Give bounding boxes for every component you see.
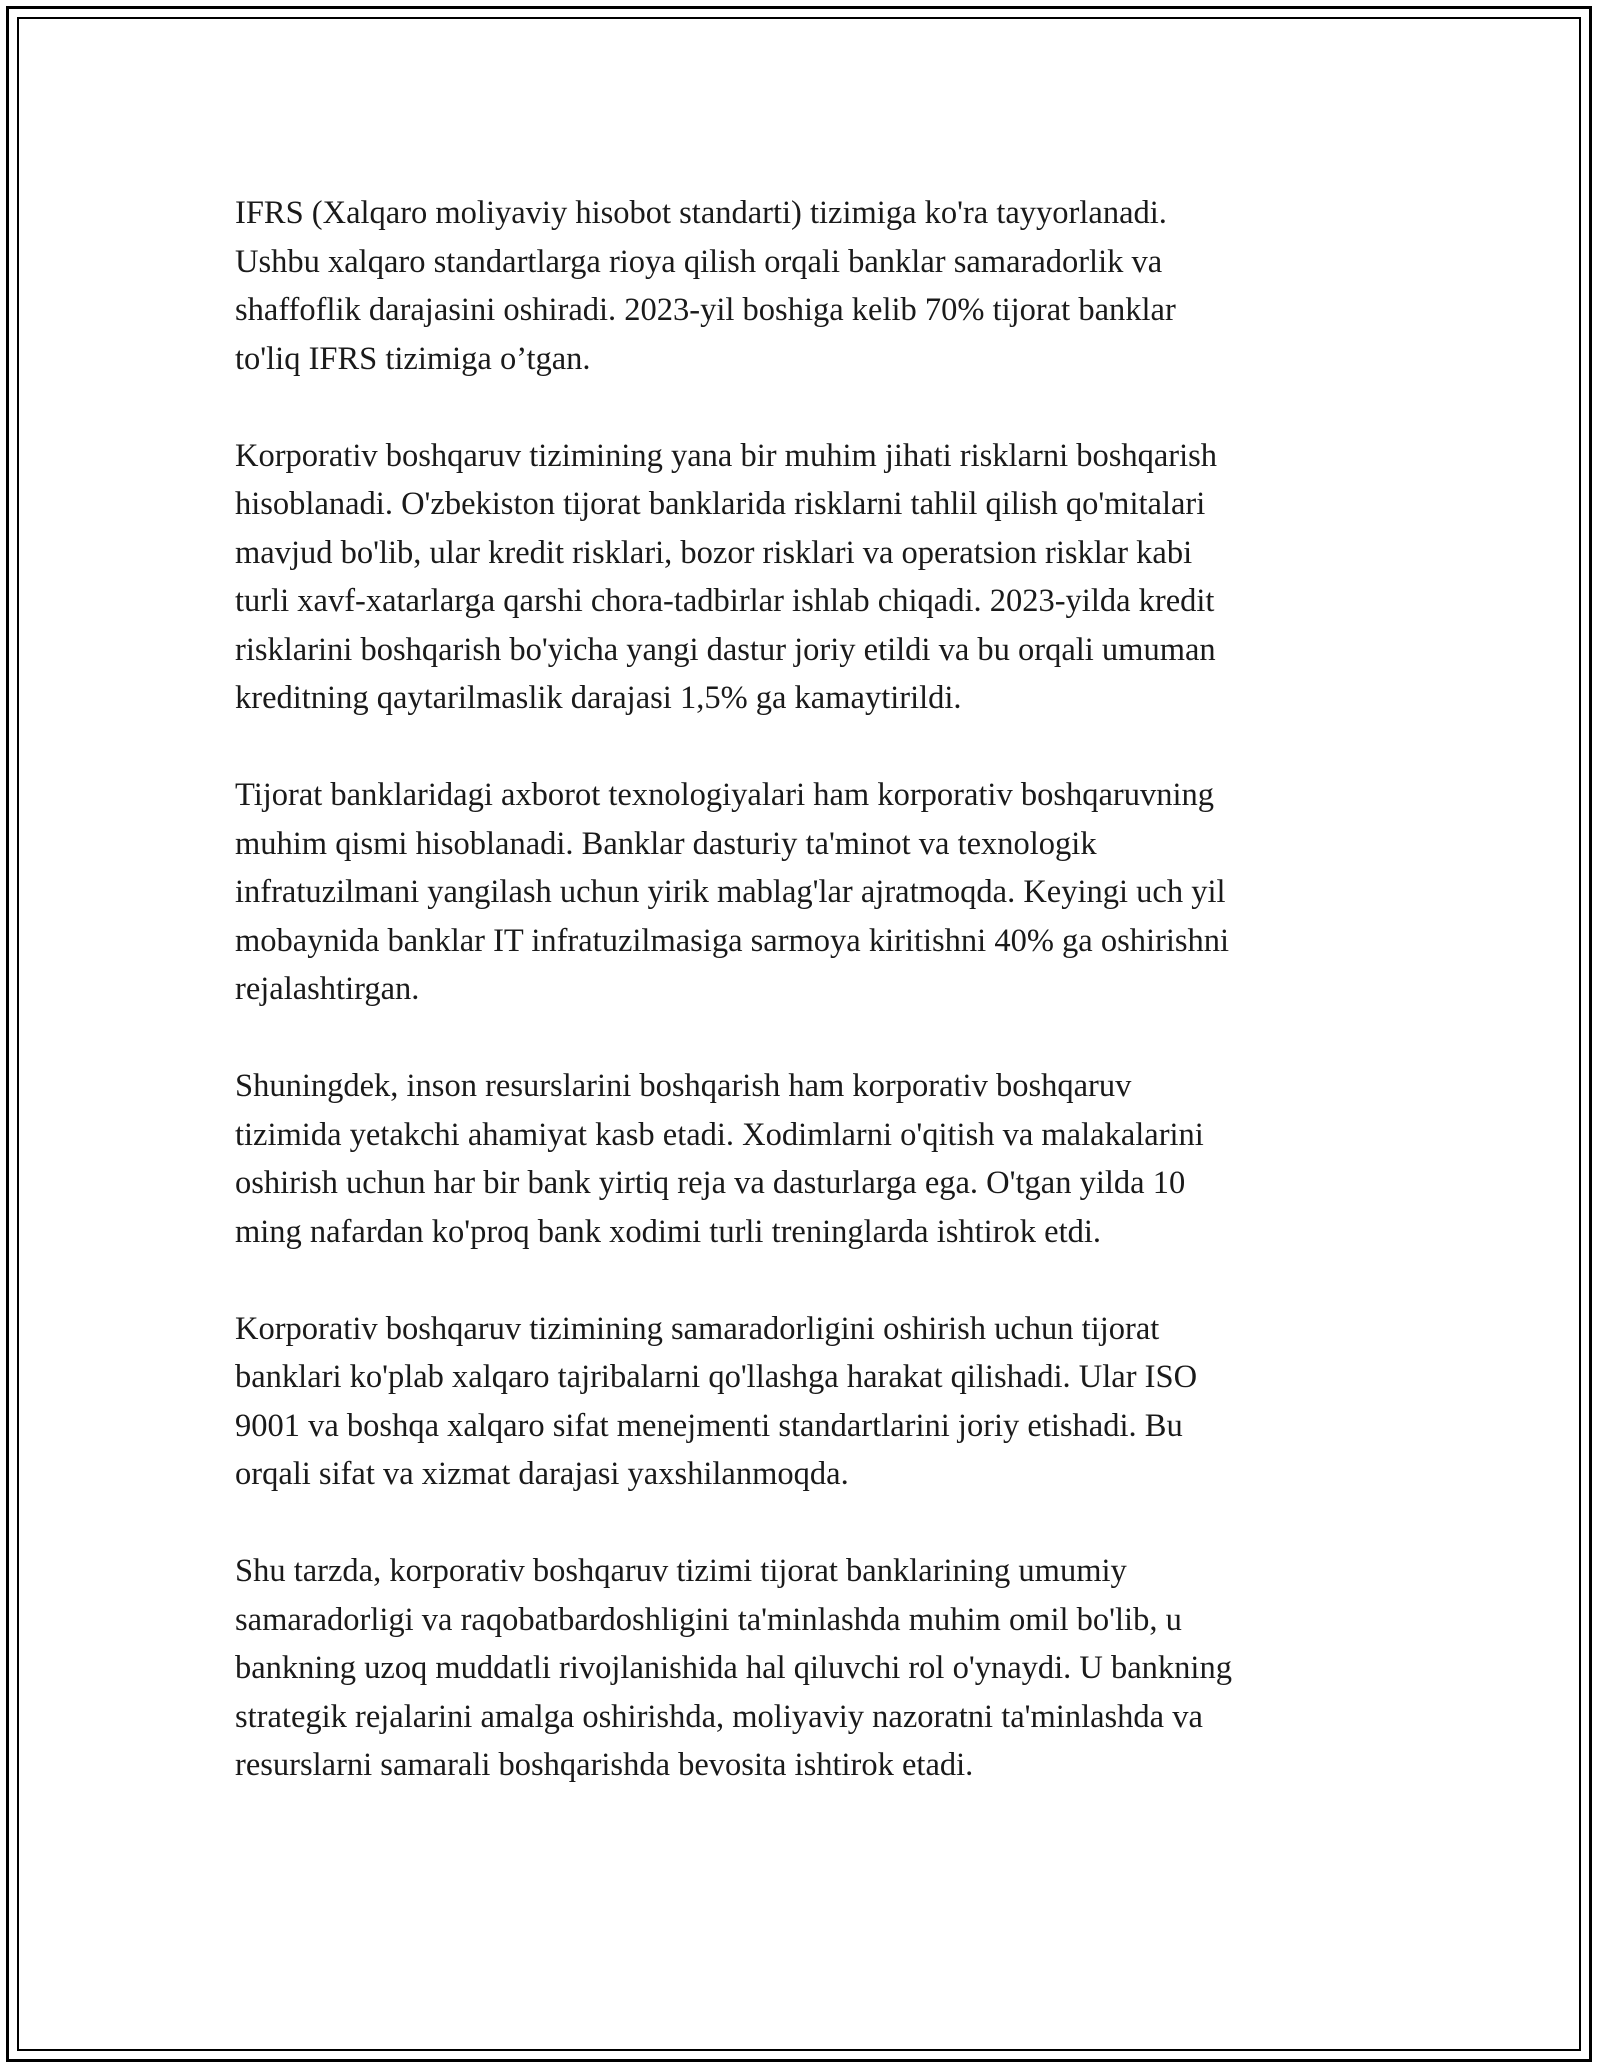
paragraph-international-standards: Korporativ boshqaruv tizimining samaradorligini oshirish uchun tijorat banklari ko'plab xalqaro tajribalarni qo'llashga harakat qilishadi. Ular ISO 9001 va boshqa xalqaro sifat menejmenti standartlarini joriy etishadi. Bu orqali sifat va xizmat darajasi yaxshilanmoqda. bbox=[235, 1310, 1198, 1492]
paragraph-information-technology: Tijorat banklaridagi axborot texnologiyalari ham korporativ boshqaruvning muhim qismi hisoblanadi. Banklar dasturiy ta'minot va texnologik infratuzilmani yangilash uchun yirik mablag'lar ajratmoqda. Keyingi uch yil mobaynida banklar IT infratuzilmasiga sarmoya kiritishni 40% ga oshirishni rejalashtirgan. bbox=[235, 777, 1230, 1007]
paragraph-human-resources: Shuningdek, inson resurslarini boshqarish ham korporativ boshqaruv tizimida yetakchi ahamiyat kasb etadi. Xodimlarni o'qitish va malakalarini oshirish uchun har bir bank yirtiq reja va dasturlarga ega. O'tgan yilda 10 ming nafardan ko'proq bank xodimi turli treninglarda ishtirok etdi. bbox=[235, 1068, 1204, 1250]
paragraph-conclusion: Shu tarzda, korporativ boshqaruv tizimi tijorat banklarining umumiy samaradorligi va raqobatbardoshligini ta'minlashda muhim omil bo'lib, u bankning uzoq muddatli rivojlanishida hal qiluvchi rol o'ynaydi. U bankning strategik rejalarini amalga oshirishda, moliyaviy nazoratni ta'minlashda va resurslarni samarali boshqarishda bevosita ishtirok etadi. bbox=[235, 1553, 1232, 1783]
paragraph-ifrs: IFRS (Xalqaro moliyaviy hisobot standarti) tizimiga ko'ra tayyorlanadi. Ushbu xalqaro standartlarga rioya qilish orqali banklar samaradorlik va shaffoflik darajasini oshiradi. 2023-yil boshiga kelib 70% tijorat banklar to'liq IFRS tizimiga o’tgan. bbox=[235, 195, 1176, 377]
document-body bbox=[235, 189, 1375, 1838]
paragraph-risk-management: Korporativ boshqaruv tizimining yana bir muhim jihati risklarni boshqarish hisoblanadi. O'zbekiston tijorat banklarida risklarni tahlil qilish qo'mitalari mavjud bo'lib, ular kredit risklari, bozor risklari va operatsion risklar kabi turli xavf-xatarlarga qarshi chora-tadbirlar ishlab chiqadi. 2023-yilda kredit risklarini boshqarish bo'yicha yangi dastur joriy etildi va bu orqali umuman kreditning qaytarilmaslik darajasi 1,5% ga kamaytirildi. bbox=[235, 437, 1218, 716]
